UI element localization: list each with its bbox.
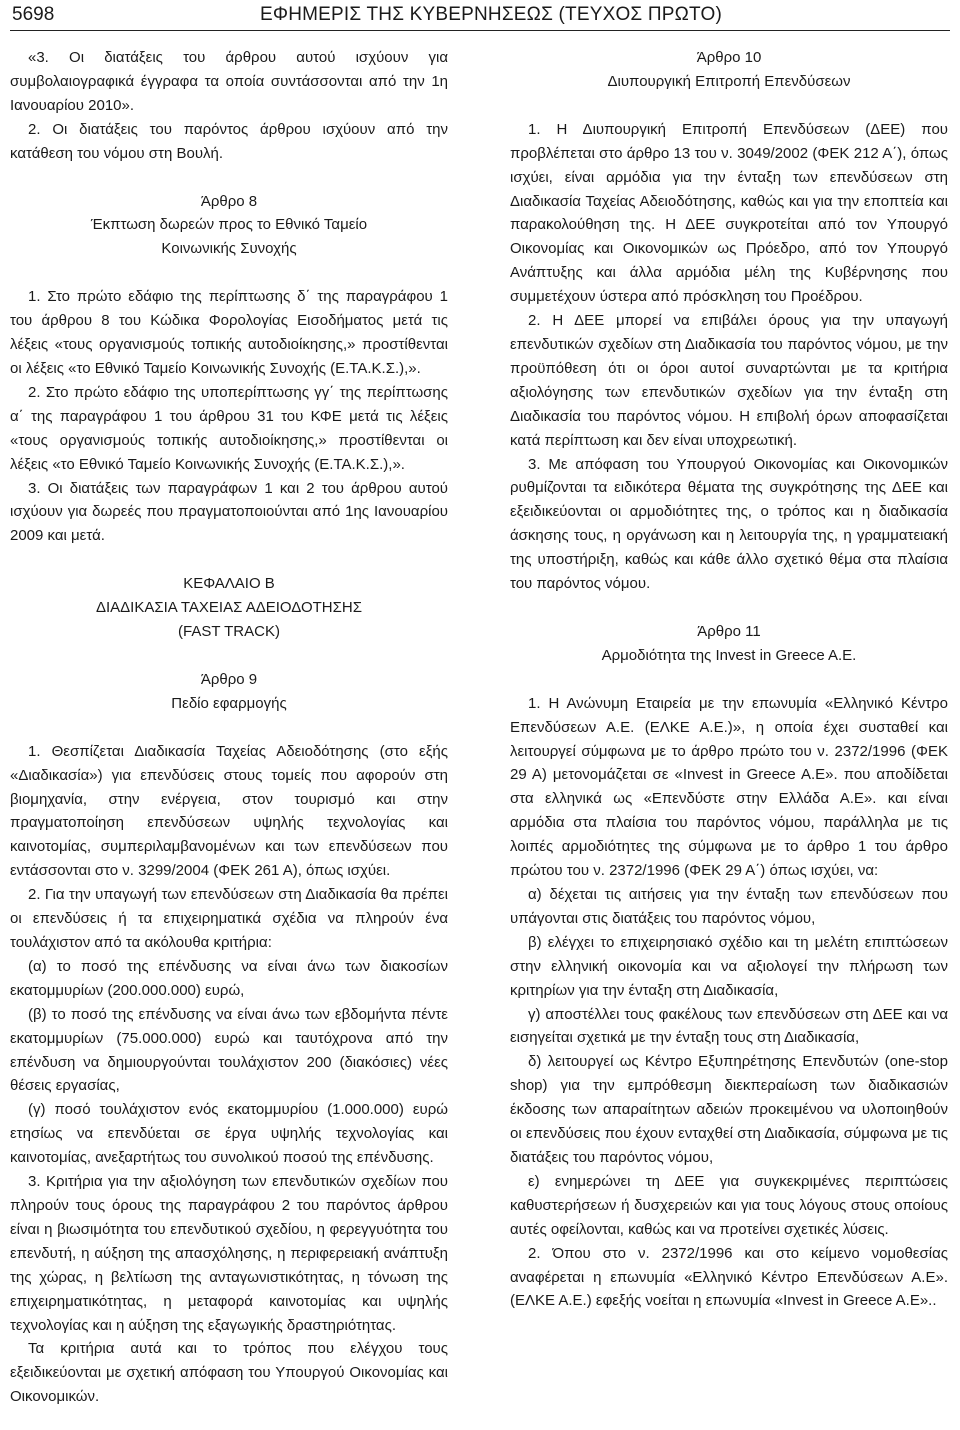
paragraph: 1. Θεσπίζεται Διαδικασία Ταχείας Αδειοδότησης (στο εξής «Διαδικασία») για επενδύσεις στους τομείς που αφορούν στη βιομηχανία, στην ενέργεια, στον τουρισμό και στην πραγματοποίηση επενδύσεων υψηλής τεχνολογίας και καινοτομίας, συμπεριλαμβανομένων και των επενδύσεων που εντάσσονται στο ν. 3299/2004 (ΦΕΚ 261 Α), όπως ισχύει. [10, 742, 448, 880]
paragraph: β) ελέγχει το επιχειρησιακό σχέδιο και τη μελέτη επιπτώσεων στην ελληνική οικονομία και να αξιολογεί την πλήρωση των κριτηρίων για την ένταξη στη Διαδικασία, [510, 933, 948, 999]
chapter-title: ΚΕΦΑΛΑΙΟ Β [183, 575, 275, 593]
paragraph: 1. Η Ανώνυμη Εταιρεία με την επωνυμία «Ελληνικό Κέντρο Επενδύσεων Α.Ε. (ΕΛΚΕ Α.Ε.)», η οποία έχει συσταθεί και λειτουργεί σύμφωνα με το άρθρο πρώτο του ν. 2372/1996 (ΦΕΚ 29 Α) μετονομάζεται σε «Invest in Greece A.E». που αποδίδεται στα ελληνικά ως «Επενδύστε στην Ελλάδα Α.Ε». και είναι αρμόδια στα πλαίσια του παρόντος νόμου, παράλληλα με τις λοιπές αρμοδιότητες της σύμφωνα με το άρθρο 1 του άρθρο πρώτου του ν. 2372/1996 (ΦΕΚ 29 Α΄) όπως ισχύει, να: [510, 694, 948, 880]
paragraph: 2. Όπου στο ν. 2372/1996 και στο κείμενο νομοθεσίας αναφέρεται η επωνυμία «Ελληνικό Κέντρο Επενδύσεων Α.Ε». (ΕΛΚΕ Α.Ε.) εφεξής νοείται η επωνυμία «Invest in Greece A.E».. [510, 1244, 948, 1310]
paragraph: ε) ενημερώνει τη ΔΕΕ για συγκεκριμένες περιπτώσεις καθυστερήσεων ή δυσχερειών και για τους λόγους στους οποίους αυτές οφείλονται, καθώς και να προτείνει σχετικές λύσεις. [510, 1172, 948, 1238]
article-10-title: Άρθρο 10 [696, 49, 762, 66]
paragraph: (γ) ποσό τουλάχιστον ενός εκατομμυρίου (1.000.000) ευρώ ετησίως να επενδύεται σε έργα υψηλής τεχνολογίας και καινοτομίας, ανεξαρτήτως του συνολικού ποσού της επένδυσης. [10, 1101, 448, 1167]
paragraph: 1. Στο πρώτο εδάφιο της περίπτωσης δ΄ της παραγράφου 1 του άρθρου 8 του Κώδικα Φορολογίας Εισοδήματος μετά τις λέξεις «τους οργανισμούς τοπικής αυτοδιοίκησης,» προστίθενται οι λέξεις «το Εθνικό Ταμείο Κοινωνικής Συνοχής (Ε.ΤΑ.Κ.Σ.),». [10, 288, 448, 377]
chapter-subtitle: ΔΙΑΔΙΚΑΣΙΑ ΤΑΧΕΙΑΣ ΑΔΕΙΟΔΟΤΗΣΗΣ [95, 599, 363, 617]
page-number: 5698 [12, 4, 55, 25]
paragraph: (α) το ποσό της επένδυσης να είναι άνω των διακοσίων εκατομμυρίων (200.000.000) ευρώ, [10, 957, 448, 999]
paragraph: δ) λειτουργεί ως Κέντρο Εξυπηρέτησης Επενδυτών (one-stop shop) για την εμπρόθεσμη διεκπεραίωση των διαδικασιών έκδοσης των απαραίτητων αδειών προκειμένου να υλοποιηθούν οι επενδύσεις που έχουν ενταχθεί στη Διαδικασία, σύμφωνα με τις διατάξεις του παρόντος νόμου, [510, 1053, 948, 1166]
article-11-title: Άρθρο 11 [697, 622, 761, 640]
paragraph: 2. Στο πρώτο εδάφιο της υποπερίπτωσης γγ΄ της περίπτωσης α΄ της παραγράφου 1 του άρθρου 31 του ΚΦΕ μετά τις λέξεις «τους οργανισμούς τοπικής αυτοδιοίκησης,» προστίθενται οι λέξεις «το Εθνικό Ταμείο Κοινωνικής Συνοχής (Ε.ΤΑ.Κ.Σ.),». [10, 383, 448, 473]
article-10-subtitle: Διυπουργική Επιτροπή Επενδύσεων [607, 72, 851, 90]
paragraph: (β) το ποσό της επένδυσης να είναι άνω των εβδομήντα πέντε εκατομμυρίων (75.000.000) ευρώ και ταυτόχρονα από την επένδυση να δημιουργούνται τουλάχιστον 200 (διακόσιες) νέες θέσεις εργασίας, [10, 1005, 448, 1095]
paragraph: 3. Με απόφαση του Υπουργού Οικονομίας και Οικονομικών ρυθμίζονται τα ειδικότερα θέματα της συγκρότησης της ΔΕΕ και εξειδικεύονται οι αρμοδιότητες της, ο τρόπος και η διαδικασία άσκησης τους, η οργάνωση και η λειτουργία της, η γραμματειακή της υποστήριξη, καθώς και κάθε άλλο σχετικό θέμα στα πλαίσια του παρόντος νόμου. [510, 455, 948, 593]
paragraph: γ) αποστέλλει τους φακέλους των επενδύσεων στη ΔΕΕ και να εισηγείται σχετικά με την ένταξη τους στη Διαδικασία, [510, 1005, 948, 1047]
article-8-subtitle: Έκπτωση δωρεών προς το Εθνικό Ταμείο [90, 216, 368, 234]
gazette-title: ΕΦΗΜΕΡΙΣ ΤΗΣ ΚΥΒΕΡΝΗΣΕΩΣ (ΤΕΥΧΟΣ ΠΡΩΤΟ) [260, 4, 723, 25]
paragraph: 1. Η Διυπουργική Επιτροπή Επενδύσεων (ΔΕΕ) που προβλέπεται στο άρθρο 13 του ν. 3049/2002 (ΦΕΚ 212 Α΄), όπως ισχύει, είναι αρμόδια για την ένταξη των επενδύσεων στη Διαδικασία Ταχείας Αδειοδότησης, καθώς και για την εποπτεία και παρακολούθηση της. Η ΔΕΕ συγκροτείται από τον Υπουργό Οικονομίας και Οικονομικών ως Πρόεδρο, από τον Υπουργό Ανάπτυξης και άλλα αρμόδια μέλη της Κυβέρνησης που συμμετέχουν ύστερα από πρόσκληση του Προέδρου. [510, 120, 948, 306]
paragraph: 3. Οι διατάξεις των παραγράφων 1 και 2 του άρθρου αυτού ισχύουν για δωρεές που πραγματοποιούνται από 1ης Ιανουαρίου 2009 και μετά. [10, 479, 448, 545]
paragraph: «3. Οι διατάξεις του άρθρου αυτού ισχύουν για συμβολαιογραφικά έγγραφα τα οποία συντάσσονται από την 1η Ιανουαρίου 2010». [10, 49, 448, 114]
paragraph: Τα κριτήρια αυτά και το τρόπος που ελέγχου τους εξειδικεύονται με σχετική απόφαση του Υπουργού Οικονομίας και Οικονομικών. [10, 1340, 448, 1406]
article-8-title: Άρθρο 8 [200, 192, 258, 210]
left-column [10, 46, 448, 1409]
article-9-title: Άρθρο 9 [200, 670, 258, 688]
paragraph: 2. Για την υπαγωγή των επενδύσεων στη Διαδικασία θα πρέπει οι επενδύσεις ή τα επιχειρηματικά σχέδια να πληρούν ένα τουλάχιστον από τα ακόλουθα κριτήρια: [10, 886, 448, 951]
paragraph: α) δέχεται τις αιτήσεις για την ένταξη των επενδύσεων που υπάγονται στις διατάξεις του παρόντος νόμου, [510, 886, 948, 927]
paragraph: 2. Η ΔΕΕ μπορεί να επιβάλει όρους για την υπαγωγή επενδυτικών σχεδίων στη Διαδικασία του παρόντος νόμου, με την προϋπόθεση ότι οι όροι αυτοί συναρτώνται με τα κριτήρια αξιολόγησης των επενδυτικών σχεδίων για την ένταξη στη Διαδικασία του παρόντος νόμου. Η επιβολή όρων αποφασίζεται κατά περίπτωση και δεν είναι υποχρεωτική. [510, 312, 948, 449]
article-11-subtitle: Αρμοδιότητα της Invest in Greece A.E. [601, 646, 857, 664]
paragraph: 2. Οι διατάξεις του παρόντος άρθρου ισχύουν από την κατάθεση του νόμου στη Βουλή. [10, 120, 448, 162]
page-header [10, 2, 950, 31]
article-9-subtitle: Πεδίο εφαρμογής [171, 694, 287, 712]
chapter-subtitle-2: (FAST TRACK) [178, 623, 280, 641]
article-8-subtitle-2: Κοινωνικής Συνοχής [161, 240, 297, 258]
paragraph: 3. Κριτήρια για την αξιολόγηση των επενδυτικών σχεδίων που πληρούν τους όρους της παραγράφου 2 του παρόντος άρθρου είναι η βιωσιμότητα του επενδυτικού σχεδίου, η φερεγγυότητα του επενδυτή, η αύξηση της απασχόλησης, η περιφερειακή ανάπτυξη της χώρας, η βελτίωση της ανταγωνιστικότητας, η τόνωση της επιχειρηματικότητας, η μεταφορά καινοτομίας και υψηλής τεχνολογίας και η αύξηση της εξαγωγικής δραστηριότητας. [10, 1173, 448, 1334]
right-column [510, 46, 948, 1313]
